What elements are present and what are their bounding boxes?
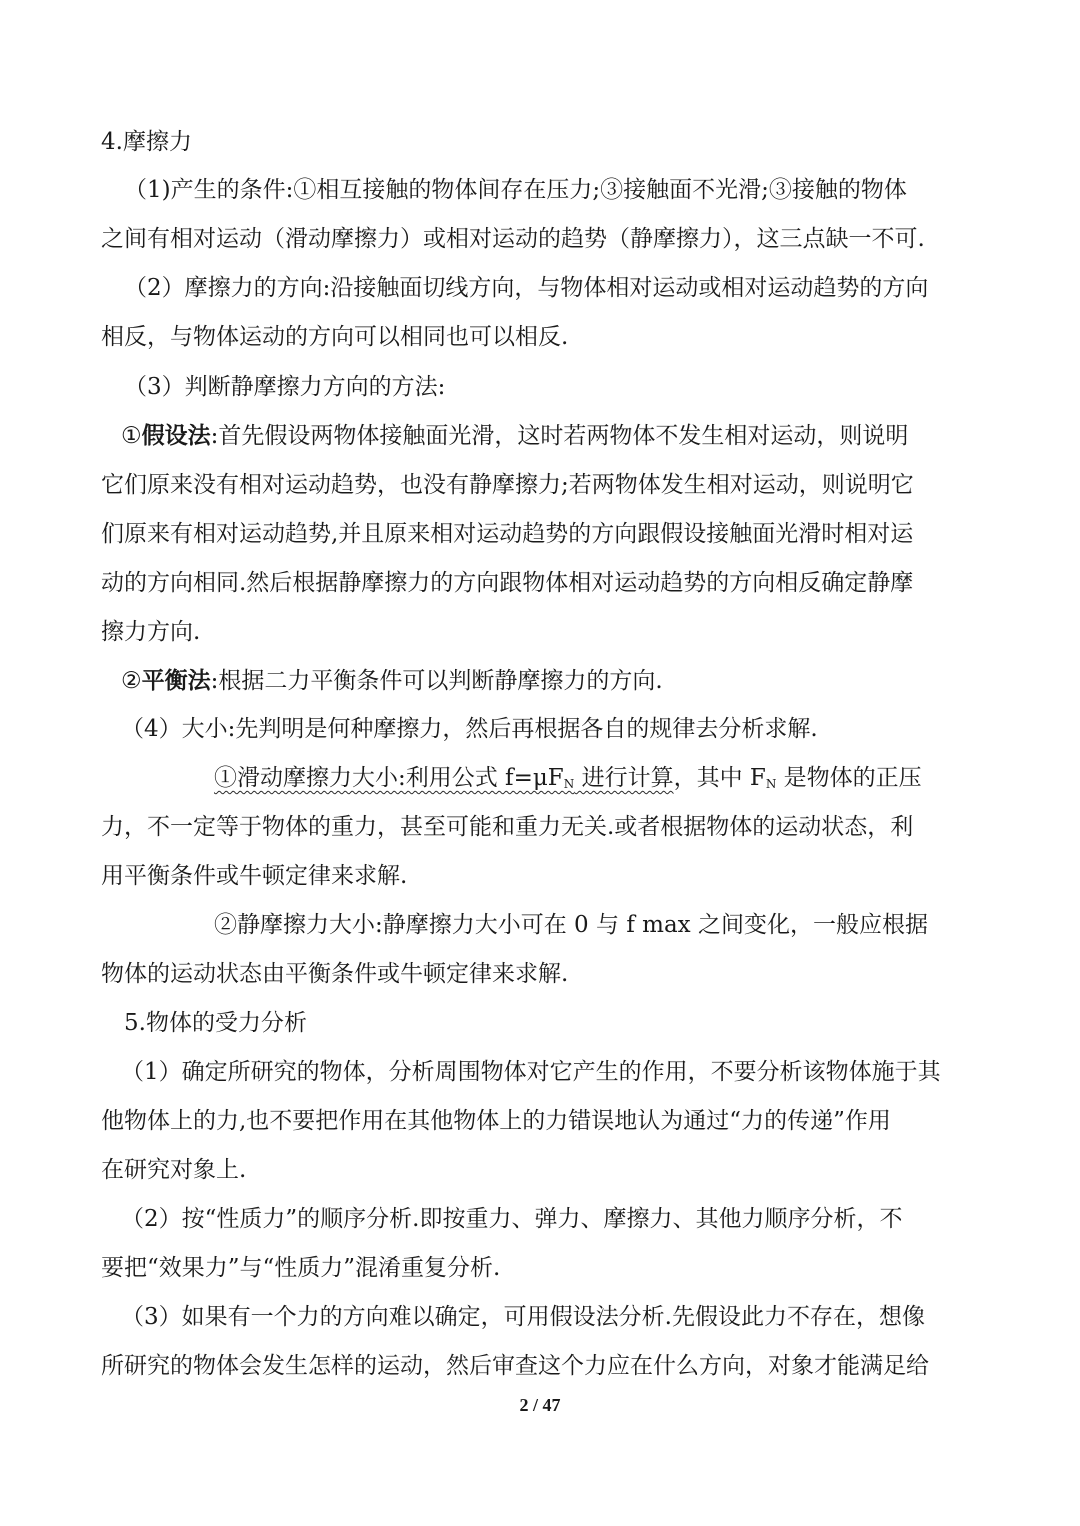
subscript-n: N	[563, 777, 575, 791]
paragraph-line: ②静摩擦力大小:静摩擦力大小可在 0 与 f max 之间变化，一般应根据	[214, 912, 928, 938]
section-heading-force-analysis: 5.物体的受力分析	[124, 1010, 307, 1036]
paragraph-line: 物体的运动状态由平衡条件或牛顿定律来求解.	[101, 961, 569, 987]
wavy-underlined-text: ①滑动摩擦力大小:利用公式 $f=\mu F_N$ 进行计算	[214, 765, 674, 791]
paragraph-line-assumption-method	[121, 421, 908, 451]
paragraph-line: 要把“效果力”与“性质力”混淆重复分析.	[101, 1255, 501, 1281]
paragraph-line: 相反，与物体运动的方向可以相同也可以相反.	[101, 324, 569, 350]
paragraph-line: （1)产生的条件:①相互接触的物体间存在压力;③接触面不光滑;③接触的物体	[124, 177, 907, 203]
paragraph-line: 用平衡条件或牛顿定律来求解.	[101, 863, 408, 889]
circled-number: ②	[121, 668, 142, 694]
paragraph-line: 力，不一定等于物体的重力，甚至可能和重力无关.或者根据物体的运动状态，利	[101, 814, 914, 840]
paragraph-line: 擦力方向.	[101, 619, 201, 645]
subscript-n: N	[765, 777, 777, 791]
line-text: :首先假设两物体接触面光滑，这时若两物体不发生相对运动，则说明	[210, 423, 909, 449]
bold-term-assumption-method: 假设法	[141, 422, 211, 449]
section-heading-friction: 4.摩擦力	[101, 129, 192, 155]
paragraph-line: 它们原来没有相对运动趋势，也没有静摩擦力;若两物体发生相对运动，则说明它	[101, 472, 914, 498]
paragraph-line-sliding-friction: ①滑动摩擦力大小:利用公式 $f=\mu F_N$ 进行计算，其中 $F_N$ 是物体的正压	[214, 765, 922, 791]
paragraph-line: 他物体上的力,也不要把作用在其他物体上的力错误地认为通过“力的传递”作用	[101, 1108, 891, 1134]
paragraph-line: （1）确定所研究的物体，分析周围物体对它产生的作用，不要分析该物体施于其	[121, 1059, 941, 1085]
line-text: :根据二力平衡条件可以判断静摩擦力的方向.	[210, 668, 663, 694]
circled-number: ①	[121, 423, 142, 449]
paragraph-line: （3）判断静摩擦力方向的方法:	[124, 374, 446, 400]
paragraph-line: （2）按“性质力”的顺序分析.即按重力、弹力、摩擦力、其他力顺序分析，不	[121, 1206, 903, 1232]
paragraph-line: （2）摩擦力的方向:沿接触面切线方向，与物体相对运动或相对运动趋势的方向	[124, 275, 929, 301]
paragraph-line: （3）如果有一个力的方向难以确定，可用假设法分析.先假设此力不存在，想像	[121, 1304, 925, 1330]
paragraph-line: （4）大小:先判明是何种摩擦力，然后再根据各自的规律去分析求解.	[121, 716, 818, 742]
page-number-footer: 2 / 47	[519, 1395, 561, 1415]
paragraph-line: 们原来有相对运动趋势,并且原来相对运动趋势的方向跟假设接触面光滑时相对运	[101, 521, 914, 547]
paragraph-line: 所研究的物体会发生怎样的运动，然后审查这个力应在什么方向，对象才能满足给	[101, 1353, 929, 1379]
paragraph-line: 动的方向相同.然后根据静摩擦力的方向跟物体相对运动趋势的方向相反确定静摩	[101, 570, 914, 596]
paragraph-line: 之间有相对运动（滑动摩擦力）或相对运动的趋势（静摩擦力），这三点缺一不可.	[101, 226, 925, 252]
paragraph-line-balance-method	[121, 666, 663, 696]
paragraph-line: 在研究对象上.	[101, 1157, 247, 1183]
bold-term-balance-method: 平衡法	[141, 667, 211, 694]
